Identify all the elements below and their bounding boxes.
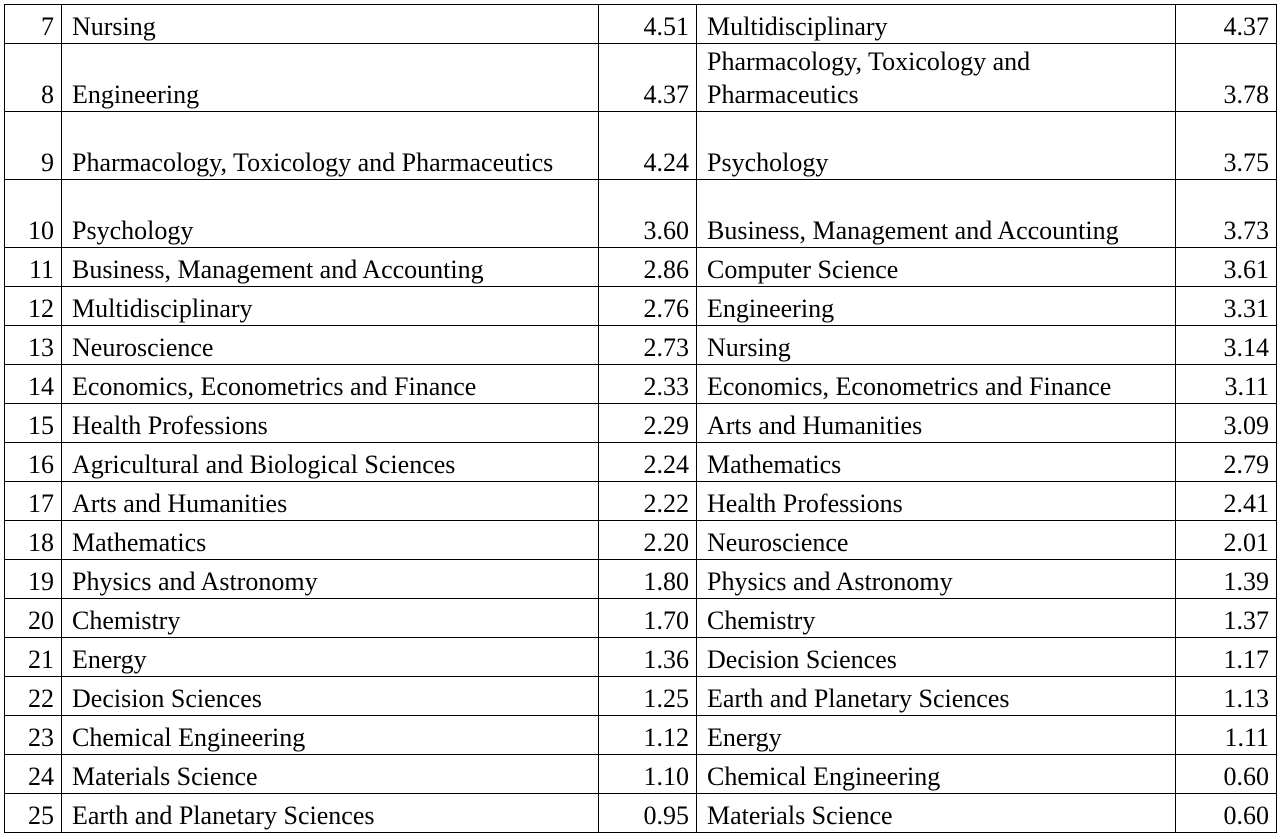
table-row (5, 5, 1277, 44)
rank-cell: 19 (5, 560, 62, 599)
value-cell-right: 2.79 (1176, 443, 1277, 482)
field-cell-right: Energy (697, 716, 1176, 755)
table-row (5, 248, 1277, 287)
value-cell-right: 1.39 (1176, 560, 1277, 599)
field-cell-right: Physics and Astronomy (697, 560, 1176, 599)
table-row (5, 180, 1277, 248)
value-cell-right: 3.73 (1176, 180, 1277, 248)
field-cell-left: Multidisciplinary (62, 287, 599, 326)
value-cell-left: 1.12 (599, 716, 697, 755)
field-cell-right: Chemical Engineering (697, 755, 1176, 794)
table-row (5, 482, 1277, 521)
field-cell-left: Business, Management and Accounting (62, 248, 599, 287)
field-cell-left: Physics and Astronomy (62, 560, 599, 599)
table-row (5, 112, 1277, 180)
value-cell-right: 0.60 (1176, 794, 1277, 833)
field-cell-right: Decision Sciences (697, 638, 1176, 677)
table-row (5, 755, 1277, 794)
value-cell-right: 1.37 (1176, 599, 1277, 638)
value-cell-left: 1.80 (599, 560, 697, 599)
table-row (5, 521, 1277, 560)
value-cell-left: 2.33 (599, 365, 697, 404)
value-cell-left: 2.20 (599, 521, 697, 560)
field-cell-left: Health Professions (62, 404, 599, 443)
value-cell-left: 2.24 (599, 443, 697, 482)
value-cell-right: 3.78 (1176, 44, 1277, 112)
field-cell-left: Pharmacology, Toxicology and Pharmaceutics (62, 112, 599, 180)
rank-cell: 14 (5, 365, 62, 404)
table-row (5, 287, 1277, 326)
value-cell-right: 1.13 (1176, 677, 1277, 716)
rank-cell: 24 (5, 755, 62, 794)
value-cell-right: 3.14 (1176, 326, 1277, 365)
rank-cell: 22 (5, 677, 62, 716)
field-cell-left: Energy (62, 638, 599, 677)
table-row (5, 716, 1277, 755)
value-cell-right: 3.61 (1176, 248, 1277, 287)
rank-cell: 16 (5, 443, 62, 482)
value-cell-left: 1.36 (599, 638, 697, 677)
rank-cell: 17 (5, 482, 62, 521)
rank-cell: 9 (5, 112, 62, 180)
value-cell-right: 3.31 (1176, 287, 1277, 326)
table-row (5, 638, 1277, 677)
table-row (5, 443, 1277, 482)
field-cell-left: Mathematics (62, 521, 599, 560)
value-cell-right: 2.41 (1176, 482, 1277, 521)
table-row (5, 326, 1277, 365)
field-cell-left: Agricultural and Biological Sciences (62, 443, 599, 482)
field-cell-left: Neuroscience (62, 326, 599, 365)
rank-cell: 12 (5, 287, 62, 326)
field-cell-right: Materials Science (697, 794, 1176, 833)
table-row (5, 365, 1277, 404)
value-cell-right: 0.60 (1176, 755, 1277, 794)
value-cell-right: 1.17 (1176, 638, 1277, 677)
value-cell-left: 4.51 (599, 5, 697, 44)
field-cell-left: Arts and Humanities (62, 482, 599, 521)
field-cell-right: Pharmacology, Toxicology and Pharmaceutics (697, 44, 1176, 112)
rank-cell: 11 (5, 248, 62, 287)
rank-cell: 13 (5, 326, 62, 365)
field-cell-left: Earth and Planetary Sciences (62, 794, 599, 833)
table-row (5, 677, 1277, 716)
table-row (5, 599, 1277, 638)
value-cell-left: 2.86 (599, 248, 697, 287)
field-cell-right: Computer Science (697, 248, 1176, 287)
table-row (5, 560, 1277, 599)
rank-cell: 8 (5, 44, 62, 112)
field-cell-left: Nursing (62, 5, 599, 44)
value-cell-left: 1.25 (599, 677, 697, 716)
value-cell-right: 3.09 (1176, 404, 1277, 443)
rank-cell: 23 (5, 716, 62, 755)
rank-cell: 21 (5, 638, 62, 677)
value-cell-left: 2.76 (599, 287, 697, 326)
field-cell-right: Chemistry (697, 599, 1176, 638)
field-cell-left: Engineering (62, 44, 599, 112)
ranking-table (4, 4, 1277, 833)
field-cell-right: Engineering (697, 287, 1176, 326)
field-cell-left: Materials Science (62, 755, 599, 794)
field-cell-left: Chemistry (62, 599, 599, 638)
rank-cell: 18 (5, 521, 62, 560)
value-cell-right: 1.11 (1176, 716, 1277, 755)
field-cell-left: Psychology (62, 180, 599, 248)
field-cell-right: Nursing (697, 326, 1176, 365)
value-cell-left: 2.73 (599, 326, 697, 365)
value-cell-left: 2.29 (599, 404, 697, 443)
field-cell-right: Neuroscience (697, 521, 1176, 560)
value-cell-left: 1.10 (599, 755, 697, 794)
value-cell-right: 3.75 (1176, 112, 1277, 180)
field-cell-right: Business, Management and Accounting (697, 180, 1176, 248)
rank-cell: 7 (5, 5, 62, 44)
value-cell-right: 3.11 (1176, 365, 1277, 404)
field-cell-left: Decision Sciences (62, 677, 599, 716)
value-cell-left: 3.60 (599, 180, 697, 248)
value-cell-left: 0.95 (599, 794, 697, 833)
field-cell-left: Chemical Engineering (62, 716, 599, 755)
value-cell-left: 4.37 (599, 44, 697, 112)
table-row (5, 404, 1277, 443)
value-cell-right: 2.01 (1176, 521, 1277, 560)
field-cell-right: Arts and Humanities (697, 404, 1176, 443)
table-row (5, 44, 1277, 112)
value-cell-right: 4.37 (1176, 5, 1277, 44)
field-cell-right: Mathematics (697, 443, 1176, 482)
table-row (5, 794, 1277, 833)
field-cell-right: Health Professions (697, 482, 1176, 521)
value-cell-left: 2.22 (599, 482, 697, 521)
field-cell-right: Economics, Econometrics and Finance (697, 365, 1176, 404)
value-cell-left: 1.70 (599, 599, 697, 638)
field-cell-right: Psychology (697, 112, 1176, 180)
rank-cell: 25 (5, 794, 62, 833)
rank-cell: 20 (5, 599, 62, 638)
value-cell-left: 4.24 (599, 112, 697, 180)
rank-cell: 15 (5, 404, 62, 443)
field-cell-right: Earth and Planetary Sciences (697, 677, 1176, 716)
field-cell-left: Economics, Econometrics and Finance (62, 365, 599, 404)
rank-cell: 10 (5, 180, 62, 248)
field-cell-right: Multidisciplinary (697, 5, 1176, 44)
table-body (5, 5, 1277, 833)
